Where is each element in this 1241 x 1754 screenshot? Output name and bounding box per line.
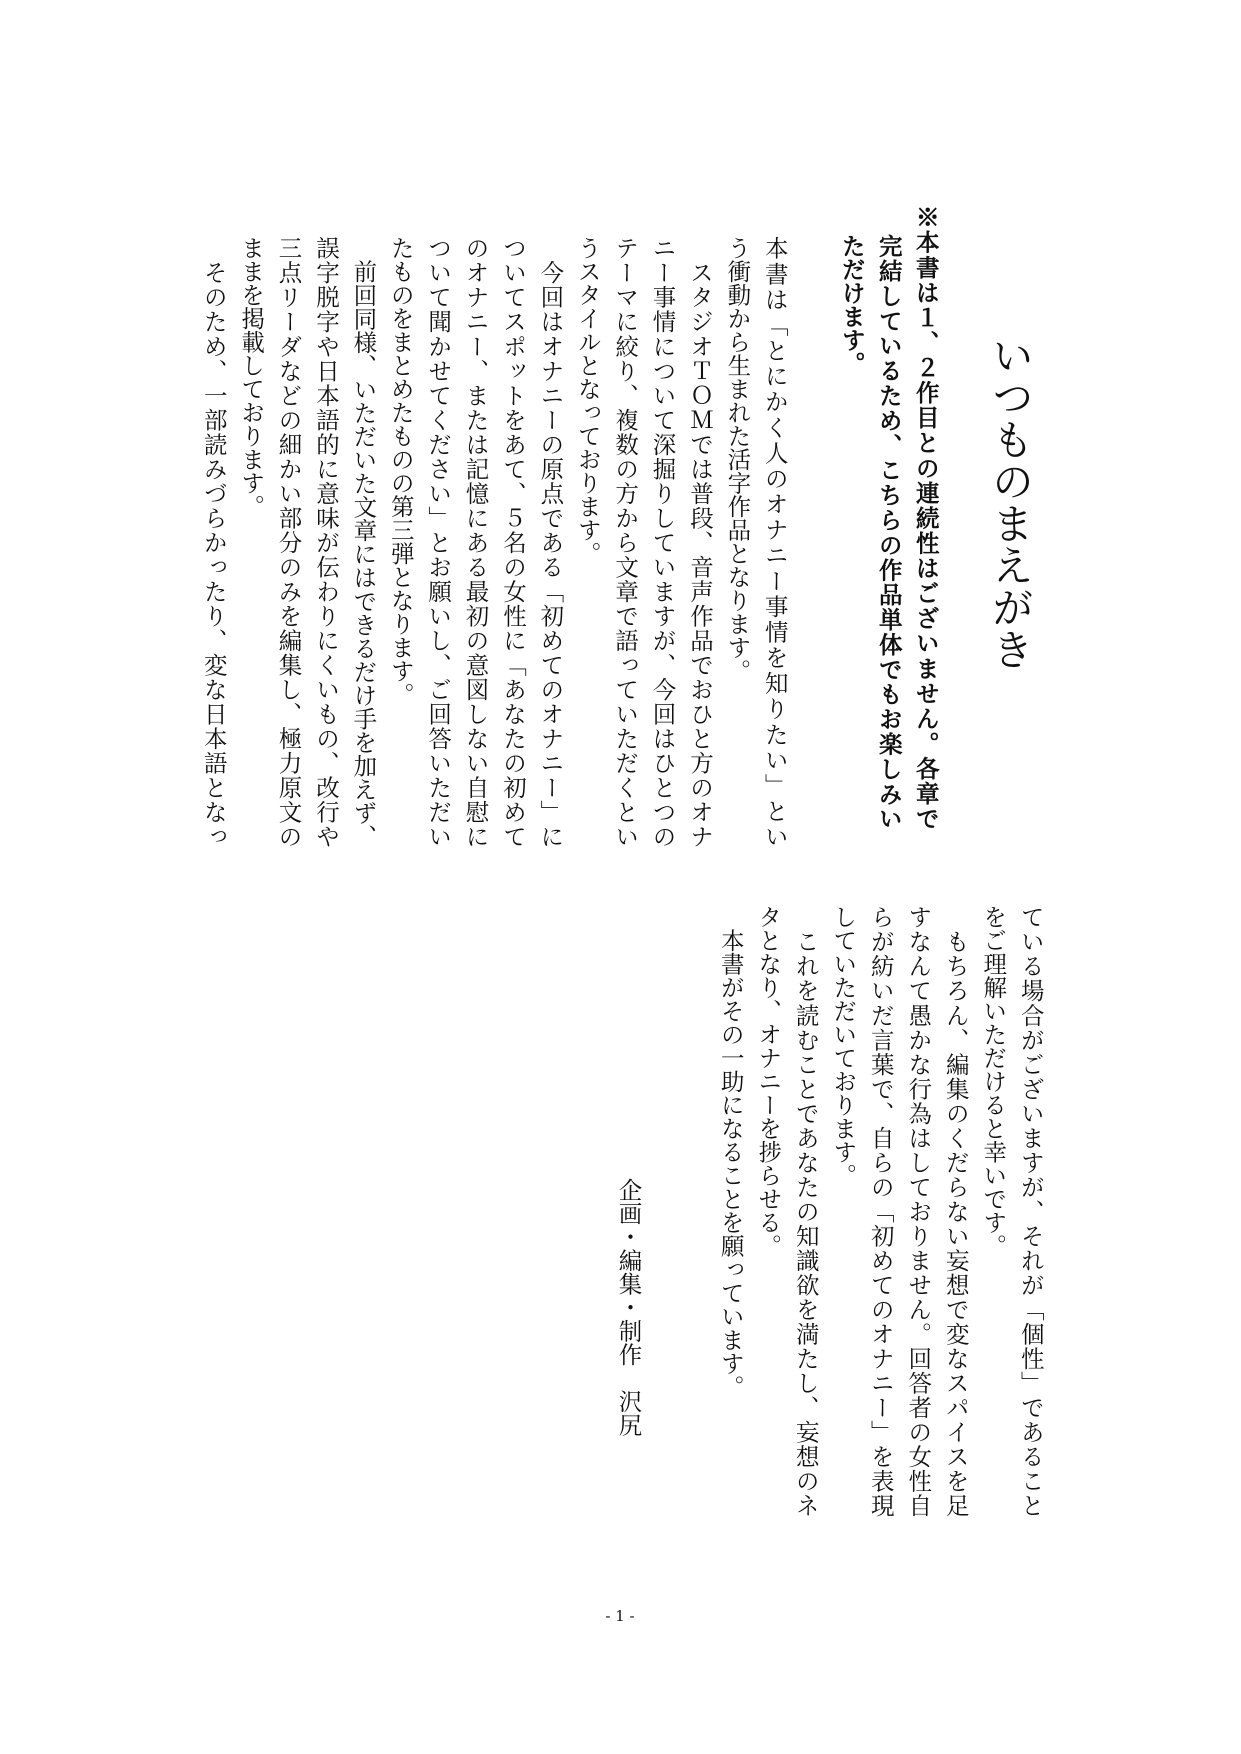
page-number: - 1 -: [605, 1607, 635, 1625]
body-upper-line: スタジオＴＯＭでは普段、音声作品でおひと方のオナ: [685, 236, 714, 848]
body-lower-line: タとなり、オナニーを捗らせる。: [754, 905, 783, 1258]
body-upper-line: そのため、一部読みづらかったり、変な日本語となっ: [199, 236, 228, 848]
body-lower-line: らが紡いだ言葉で、自らの「初めてのオナニー」を表現: [866, 905, 895, 1517]
body-upper-line: 本書は「とにかく人のオナニー事情を知りたい」とい: [760, 236, 789, 848]
body-lower-line: 本書がその一助になることを願っています。: [716, 905, 745, 1399]
body-upper-line: うスタイルとなっております。: [573, 236, 602, 565]
body-upper-line: ままを掲載しております。: [237, 236, 266, 518]
body-upper-line: たものをまとめたものの第三弾となります。: [386, 236, 415, 706]
note-line: ※本書は１、２作目との連続性はございません。各章で: [911, 205, 940, 830]
body-upper-line: ニー事情について深掘りしていますが、今回はひとつの: [648, 236, 677, 848]
body-upper-line: 今回はオナニーの原点である「初めてのオナニー」に: [536, 236, 565, 848]
signature: 企画・編集・制作 沢尻: [614, 1178, 643, 1437]
body-upper-line: 前回同様、いただいた文章にはできるだけ手を加えず、: [349, 236, 378, 848]
body-upper-line: 三点リーダなどの細かい部分のみを編集し、極力原文の: [274, 236, 303, 848]
body-lower-line: していただいております。: [829, 905, 858, 1187]
page-title: いつものまえがき: [986, 334, 1035, 670]
body-upper-line: ついて聞かせてください」とお願いし、ご回答いただい: [424, 236, 453, 848]
body-lower-line: をご理解いただけると幸いです。: [979, 905, 1008, 1258]
note-line: 完結しているため、こちらの作品単体でもお楽しみい: [874, 234, 903, 830]
body-lower-line: すなんて愚かな行為はしておりません。回答者の女性自: [904, 905, 933, 1517]
body-upper-line: 誤字脱字や日本語的に意味が伝わりにくいもの、改行や: [311, 236, 340, 848]
body-upper-line: テーマに絞り、複数の方から文章で語っていただくとい: [611, 236, 640, 848]
body-upper-line: ついてスポットをあて、５名の女性に「あなたの初めて: [498, 236, 527, 848]
body-upper-line: のオナニー、または記憶にある最初の意図しない自慰に: [461, 236, 490, 848]
body-lower-line: もちろん、編集のくだらない妄想で変なスパイスを足: [941, 905, 970, 1517]
body-lower-line: ている場合がございますが、それが「個性」であること: [1016, 905, 1045, 1517]
body-upper-line: う衝動から生まれた活字作品となります。: [723, 236, 752, 683]
body-lower-line: これを読むことであなたの知識欲を満たし、妄想のネ: [791, 905, 820, 1517]
note-line: ただけます。: [837, 234, 866, 375]
